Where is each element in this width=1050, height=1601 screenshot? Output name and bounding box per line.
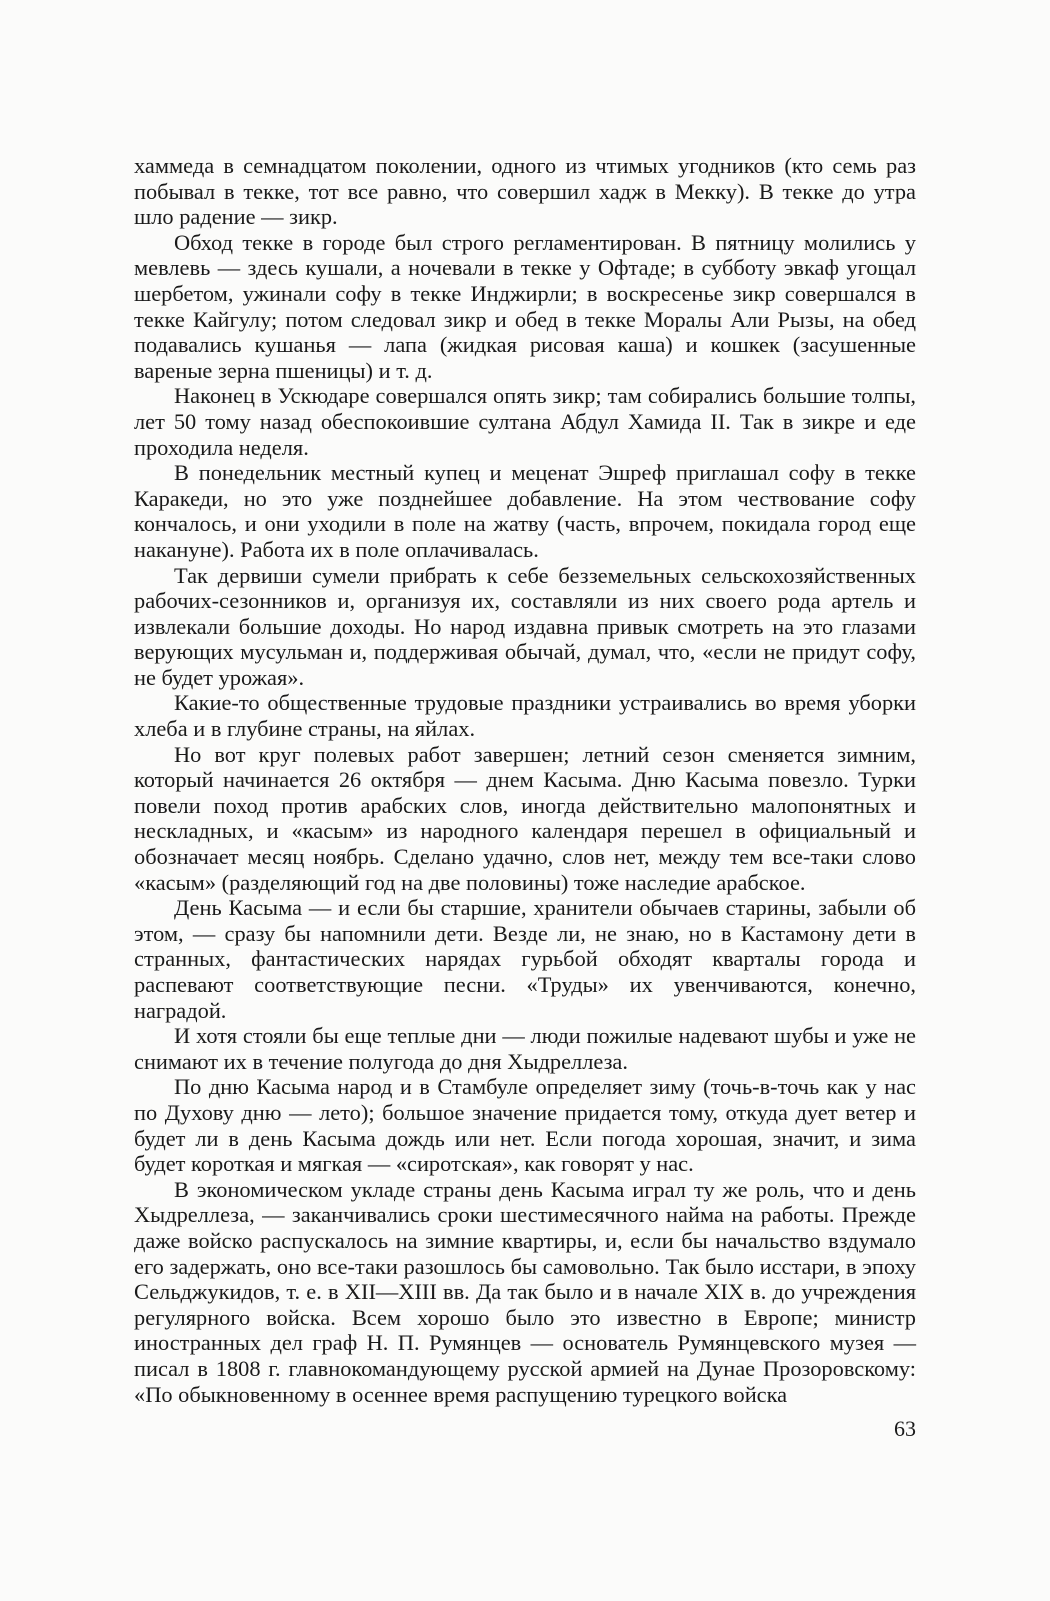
body-text (134, 153, 916, 1407)
paragraph-5: Так дервиши сумели прибрать к себе безземельных сельскохозяйственных рабочих-сезонников и, организуя их, составляли из них своего рода артель и извлекали большие доходы. Но народ издавна привык смотреть на это глазами верующих мусульман и, поддерживая обычай, думал, что, «если не придут софу, не будет урожая». (134, 562, 916, 690)
paragraph-2: Обход текке в городе был строго регламентирован. В пятницу молились у мевлевь — здесь кушали, а ночевали в текке у Офтаде; в субботу эвкаф угощал шербетом, ужинали софу в текке Инджирли; в воскресенье зикр совершался в текке Кайгулу; потом следовал зикр и обед в текке Моралы Али Рызы, на обед подавались кушанья — лапа (жидкая рисовая каша) и кошкек (засушенные вареные зерна пшеницы) и т. д. (134, 229, 916, 383)
paragraph-1: хаммеда в семнадцатом поколении, одного из чтимых угодников (кто семь раз побывал в текке, тот все равно, что совершил хадж в Мекку). В текке до утра шло радение — зикр. (134, 153, 916, 230)
paragraph-6: Какие-то общественные трудовые праздники устраивались во время уборки хлеба и в глубине страны, на яйлах. (134, 690, 916, 742)
paragraph-10: По дню Касыма народ и в Стамбуле определяет зиму (точь-в-точь как у нас по Духову дню — лето); большое значение придается тому, откуда дует ветер и будет ли в день Касыма дождь или нет. Если погода хорошая, значит, и зима будет короткая и мягкая — «сиротская», как говорят у нас. (134, 1074, 916, 1177)
page-number: 63 (894, 1416, 916, 1441)
paragraph-11: В экономическом укладе страны день Касыма играл ту же роль, что и день Хыдреллеза, — заканчивались сроки шестимесячного найма на работы. Прежде даже войско распускалось на зимние квартиры, и, если бы начальство вздумало его задержать, оно все-таки разошлось бы самовольно. Так было исстари, в эпоху Сельджукидов, т. е. в XII—XIII вв. Да так было и в начале XIX в. до учреждения регулярного войска. Всем хорошо было это известно в Европе; министр иностранных дел граф Н. П. Румянцев — основатель Румянцевского музея — писал в 1808 г. главнокомандующему русской армией на Дунае Прозоровскому: «По обыкновенному в осеннее время распущению турецкого войска (134, 1176, 916, 1407)
paragraph-3: Наконец в Ускюдаре совершался опять зикр; там собирались большие толпы, лет 50 тому назад обеспокоившие султана Абдул Хамида II. Так в зикре и еде проходила неделя. (134, 383, 916, 460)
paragraph-9: И хотя стояли бы еще теплые дни — люди пожилые надевают шубы и уже не снимают их в течение полугода до дня Хыдреллеза. (134, 1023, 916, 1074)
paragraph-7: Но вот круг полевых работ завершен; летний сезон сменяется зимним, который начинается 26 октября — днем Касыма. Дню Касыма повезло. Турки повели поход против арабских слов, иногда действительно малопонятных и нескладных, и «касым» из народного календаря перешел в официальный и обозначает месяц ноябрь. Сделано удачно, слов нет, между тем все-таки слово «касым» (разделяющий год на две половины) тоже наследие арабское. (134, 741, 916, 895)
paragraph-8: День Касыма — и если бы старшие, хранители обычаев старины, забыли об этом, — сразу бы напомнили дети. Везде ли, не знаю, но в Кастамону дети в странных, фантастических нарядах гурьбой обходят кварталы города и распевают соответствующие песни. «Труды» их увенчиваются, конечно, наградой. (134, 895, 916, 1023)
paragraph-4: В понедельник местный купец и меценат Эшреф приглашал софу в текке Каракеди, но это уже позднейшее добавление. На этом чествование софу кончалось, и они уходили в поле на жатву (часть, впрочем, покидала город еще накануне). Работа их в поле оплачивалась. (134, 460, 916, 562)
